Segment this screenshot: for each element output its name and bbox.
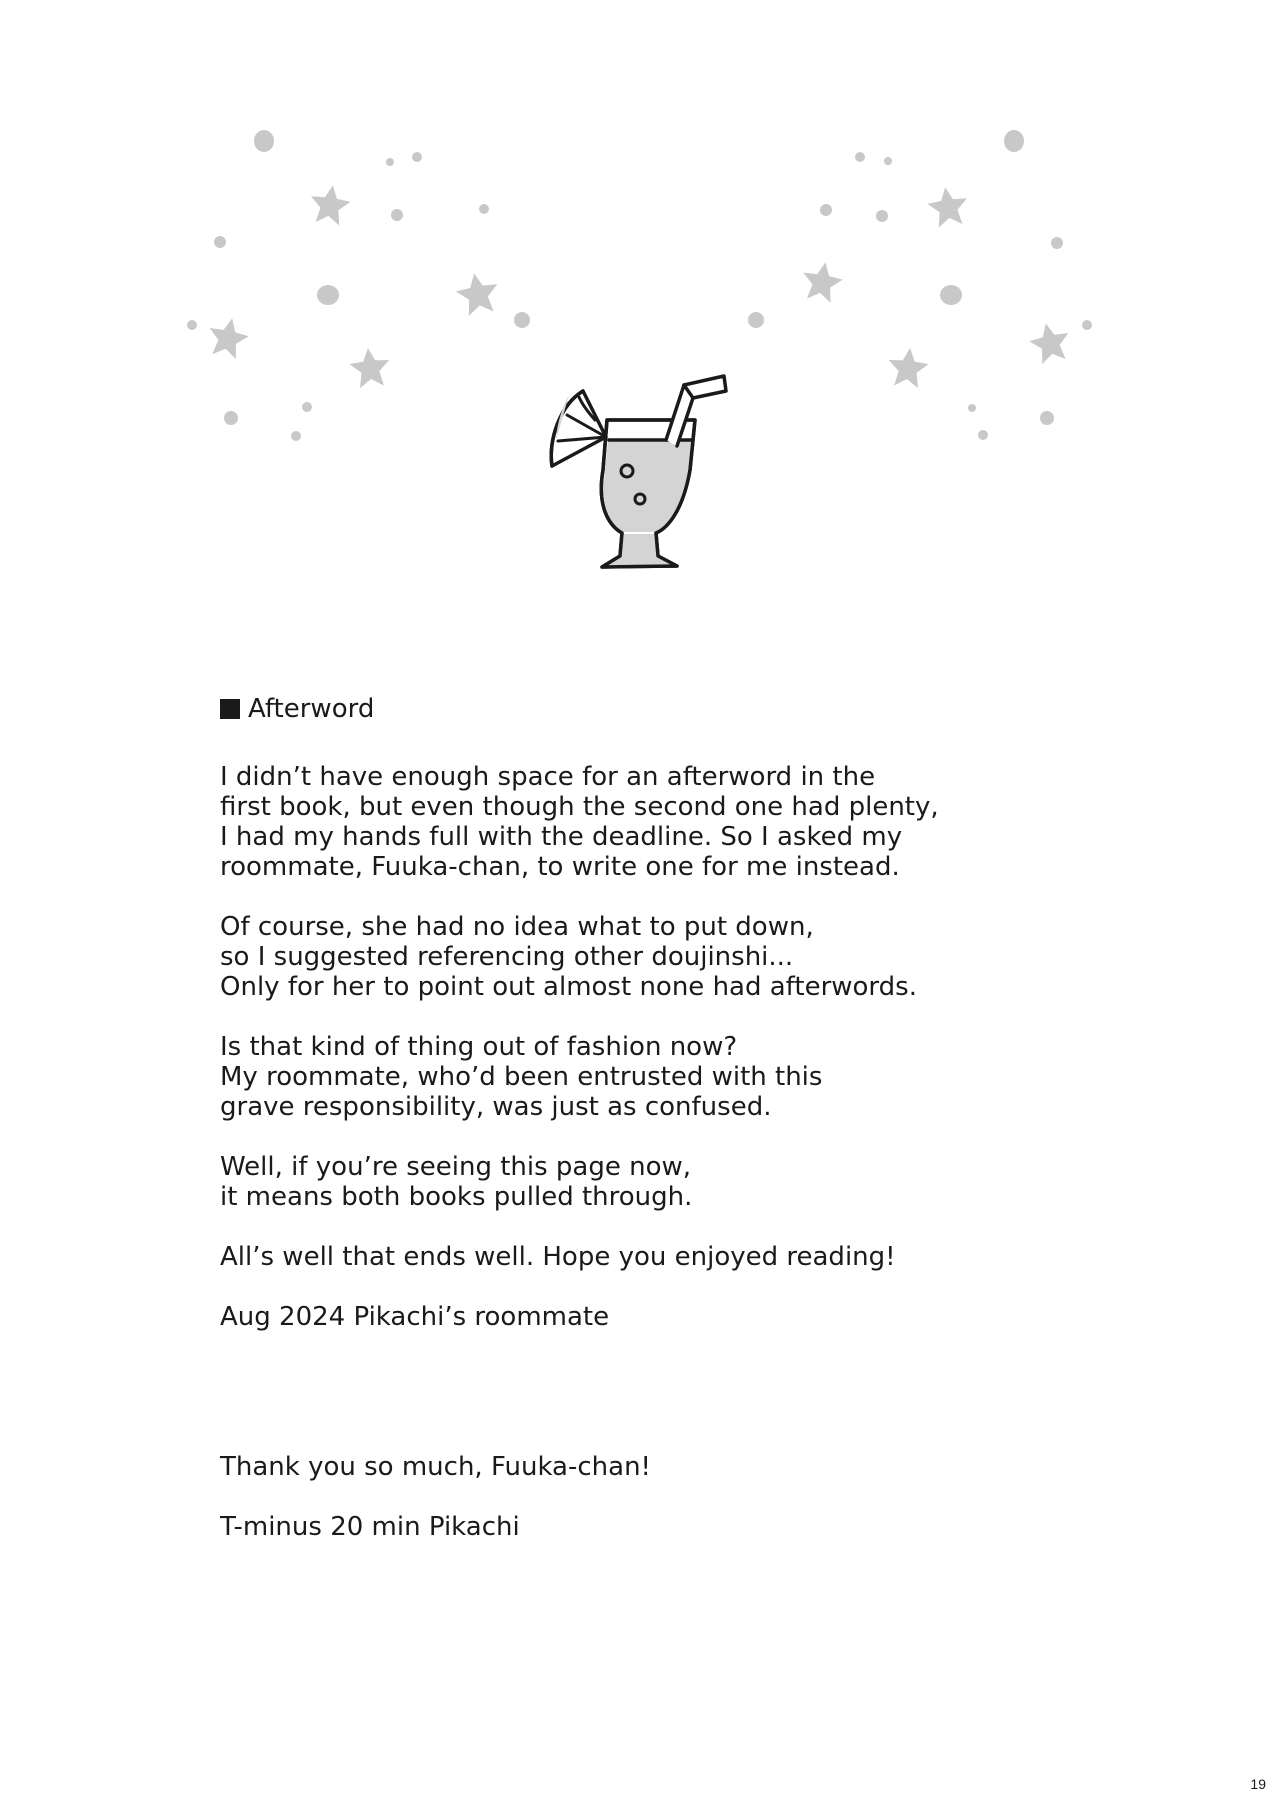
paragraph — [220, 1242, 1120, 1272]
text-line: roommate, Fuuka-chan, to write one for me instead. — [220, 852, 900, 882]
text-line: I didn’t have enough space for an afterword in the — [220, 762, 876, 792]
paragraph — [220, 912, 1120, 1002]
text-line: Aug 2024 Pikachi’s roommate — [220, 1302, 610, 1332]
paragraph — [220, 762, 1120, 882]
star-cluster-right — [748, 130, 1092, 440]
text-line: Well, if you’re seeing this page now, — [220, 1152, 692, 1182]
thanks-line — [220, 1452, 1120, 1482]
text-line: All’s well that ends well. Hope you enjoyed reading! — [220, 1242, 896, 1272]
text-line: it means both books pulled through. — [220, 1182, 693, 1212]
text-line: My roommate, who’d been entrusted with this — [220, 1062, 823, 1092]
page-number: 19 — [1250, 1776, 1266, 1792]
header-illustration — [0, 0, 1280, 600]
afterword-title: Afterword — [248, 694, 375, 724]
text-line: Only for her to point out almost none had afterwords. — [220, 972, 917, 1002]
star-cluster-left — [187, 130, 530, 441]
afterword-heading — [220, 694, 1120, 724]
text-line: grave responsibility, was just as confused. — [220, 1092, 772, 1122]
text-line: I had my hands full with the deadline. So I asked my — [220, 822, 903, 852]
text-line: Is that kind of thing out of fashion now? — [220, 1032, 738, 1062]
text-line: so I suggested referencing other doujinshi... — [220, 942, 794, 972]
author-signature — [220, 1512, 1120, 1542]
cocktail-glass-icon — [551, 376, 726, 567]
paragraph — [220, 1152, 1120, 1212]
paragraph — [220, 1032, 1120, 1122]
roommate-signature — [220, 1302, 1120, 1332]
text-line: Thank you so much, Fuuka-chan! — [220, 1452, 651, 1482]
text-line: first book, but even though the second one had plenty, — [220, 792, 939, 822]
bullet-square-icon — [220, 699, 240, 719]
text-line: Of course, she had no idea what to put down, — [220, 912, 814, 942]
spacer — [220, 1362, 1120, 1452]
text-line: T-minus 20 min Pikachi — [220, 1512, 520, 1542]
afterword-section — [220, 694, 1120, 1572]
